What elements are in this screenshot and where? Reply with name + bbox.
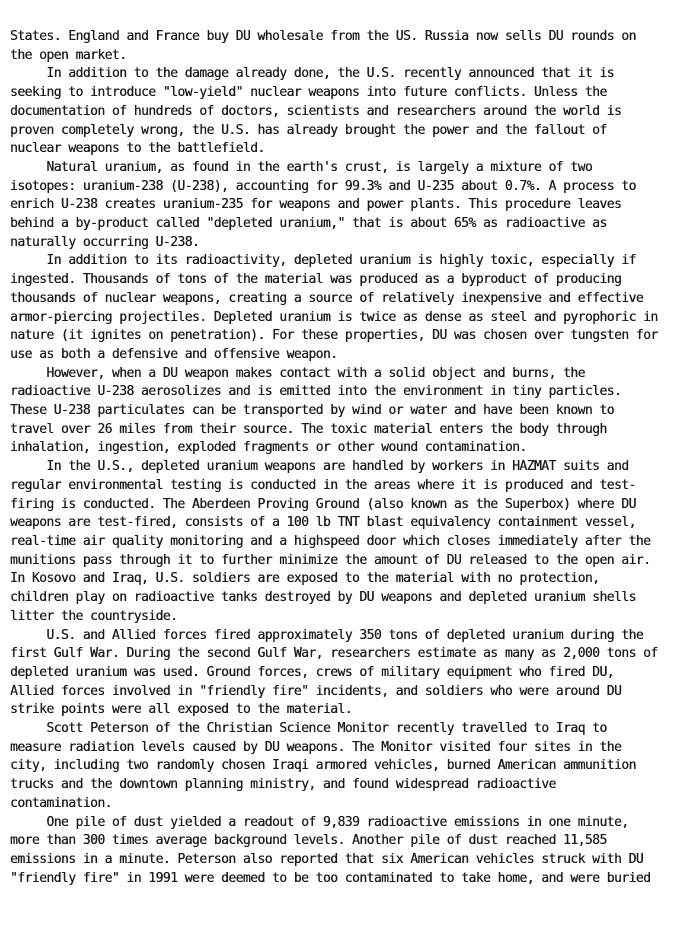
text-line: regular environmental testing is conducted in the areas where it is produced and test- (10, 477, 636, 493)
text-line: city, including two randomly chosen Iraqi armored vehicles, burned American ammunition (10, 758, 636, 774)
text-line: inhalation, ingestion, exploded fragments or other wound contamination. (10, 440, 527, 456)
text-line: firing is conducted. The Aberdeen Proving Ground (also known as the Superbox) where DU (10, 496, 636, 512)
text-line: first Gulf War. During the second Gulf War, researchers estimate as many as 2,000 tons of (10, 646, 658, 662)
text-line: enrich U-238 creates uranium-235 for weapons and power plants. This procedure leaves (10, 197, 622, 213)
text-line: naturally occurring U-238. (10, 234, 200, 250)
text-line: armor-piercing projectiles. Depleted uranium is twice as dense as steel and pyrophoric in (10, 309, 658, 325)
text-line: children play on radioactive tanks destroyed by DU weapons and depleted uranium shells (10, 590, 636, 606)
text-line: States. England and France buy DU wholesale from the US. Russia now sells DU rounds on (10, 29, 636, 44)
text-line: real-time air quality monitoring and a highspeed door which closes immediately after the (10, 533, 651, 549)
text-line: "friendly fire" in 1991 were deemed to be too contaminated to take home, and were buried (10, 870, 651, 886)
text-line: In the U.S., depleted uranium weapons are handled by workers in HAZMAT suits and (10, 459, 629, 475)
text-line: In addition to the damage already done, the U.S. recently announced that it is (10, 66, 614, 82)
text-line: radioactive U-238 aerosolizes and is emitted into the environment in tiny particles. (10, 384, 622, 400)
text-line: use as both a defensive and offensive weapon. (10, 346, 338, 362)
text-line: ingested. Thousands of tons of the material was produced as a byproduct of producing (10, 272, 622, 288)
text-line: One pile of dust yielded a readout of 9,839 radioactive emissions in one minute, (10, 814, 629, 830)
text-line: In Kosovo and Iraq, U.S. soldiers are exposed to the material with no protection, (10, 571, 600, 587)
text-line: emissions in a minute. Peterson also reported that six American vehicles struck with DU (10, 851, 644, 867)
text-line: proven completely wrong, the U.S. has already brought the power and the fallout of (10, 122, 607, 138)
text-line: In addition to its radioactivity, depleted uranium is highly toxic, especially if (10, 253, 636, 269)
text-line: measure radiation levels caused by DU weapons. The Monitor visited four sites in the (10, 739, 622, 755)
text-line: Natural uranium, as found in the earth's crust, is largely a mixture of two (10, 159, 593, 175)
text-line: U.S. and Allied forces fired approximately 350 tons of depleted uranium during the (10, 627, 644, 643)
text-line: travel over 26 miles from their source. The toxic material enters the body through (10, 421, 607, 437)
text-line: trucks and the downtown planning ministry, and found widespread radioactive (10, 777, 556, 793)
text-line: weapons are test-fired, consists of a 100 lb TNT blast equivalency containment vessel, (10, 515, 636, 531)
text-line: more than 300 times average background levels. Another pile of dust reached 11,585 (10, 833, 607, 849)
text-line: litter the countryside. (10, 608, 178, 624)
text-line: However, when a DU weapon makes contact with a solid object and burns, the (10, 365, 585, 381)
text-line: munitions pass through it to further minimize the amount of DU released to the open air. (10, 552, 651, 568)
text-line: These U-238 particulates can be transported by wind or water and have been known to (10, 403, 614, 419)
text-line: Allied forces involved in "friendly fire" incidents, and soldiers who were around DU (10, 683, 622, 699)
text-line: Scott Peterson of the Christian Science Monitor recently travelled to Iraq to (10, 721, 607, 737)
text-line: strike points were all exposed to the material. (10, 702, 353, 718)
text-line: isotopes: uranium-238 (U-238), accounting for 99.3% and U-235 about 0.7%. A process to (10, 178, 636, 194)
text-line: seeking to introduce "low-yield" nuclear weapons into future conflicts. Unless the (10, 85, 607, 101)
text-line: behind a by-product called "depleted uranium," that is about 65% as radioactive as (10, 216, 607, 232)
text-line: the open market. (10, 47, 127, 63)
document-text (10, 28, 672, 888)
text-line: nature (it ignites on penetration). For these properties, DU was chosen over tungsten for (10, 328, 658, 344)
text-line: thousands of nuclear weapons, creating a source of relatively inexpensive and effective (10, 290, 644, 306)
text-line: nuclear weapons to the battlefield. (10, 141, 265, 157)
text-line: documentation of hundreds of doctors, scientists and researchers around the world is (10, 103, 622, 119)
text-line: contamination. (10, 795, 112, 811)
text-line: depleted uranium was used. Ground forces, crews of military equipment who fired DU, (10, 664, 614, 680)
